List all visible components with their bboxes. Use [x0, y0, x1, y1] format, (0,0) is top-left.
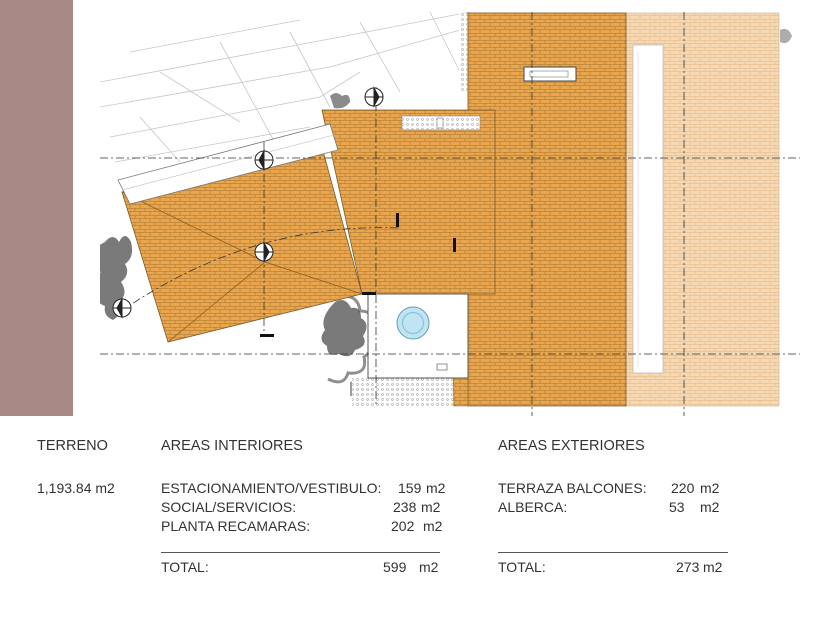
interiores-row-label: PLANTA RECAMARAS: — [161, 518, 311, 534]
exteriores-row-unit: m2 — [700, 499, 720, 515]
exteriores-total-unit: m2 — [703, 559, 723, 575]
interiores-row-unit: m2 — [423, 518, 443, 534]
terreno-header: TERRENO — [37, 438, 108, 454]
terreno-value: 1,193.84 m2 — [37, 480, 115, 496]
roof-skylight — [633, 45, 663, 373]
exteriores-row-value: 220 — [671, 480, 695, 496]
gravel-border-left — [459, 13, 468, 93]
exteriores-row-label: ALBERCA: — [498, 499, 568, 515]
interiores-divider — [161, 552, 440, 553]
sidebar-band — [0, 0, 73, 416]
exteriores-row-unit: m2 — [700, 480, 720, 496]
exteriores-divider — [498, 552, 728, 553]
interiores-row-unit: m2 — [421, 499, 441, 515]
interiores-row-value: 202 — [391, 518, 415, 534]
interiores-total-unit: m2 — [419, 559, 439, 575]
exteriores-row-value: 53 — [669, 499, 685, 515]
interiores-total-value: 599 — [383, 559, 407, 575]
interiores-row-label: ESTACIONAMIENTO/VESTIBULO: — [161, 480, 382, 496]
exteriores-header: AREAS EXTERIORES — [498, 438, 645, 454]
exteriores-total-label: TOTAL: — [498, 559, 546, 575]
interiores-row-unit: m2 — [426, 480, 446, 496]
exteriores-row-label: TERRAZA BALCONES: — [498, 480, 647, 496]
roof-plan — [100, 12, 800, 416]
interiores-header: AREAS INTERIORES — [161, 438, 303, 454]
interiores-row-value: 238 — [393, 499, 417, 515]
interiores-row-value: 159 — [398, 480, 422, 496]
exteriores-total-value: 273 — [676, 559, 700, 575]
interiores-row-label: SOCIAL/SERVICIOS: — [161, 499, 297, 515]
interiores-total-label: TOTAL: — [161, 559, 209, 575]
pool — [397, 307, 429, 339]
